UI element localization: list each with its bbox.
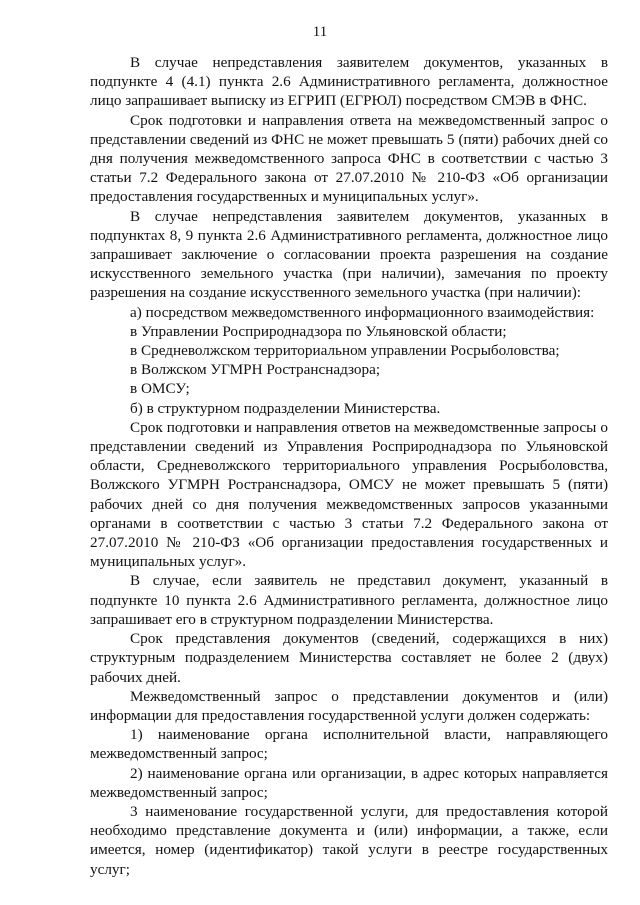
paragraph: 2) наименование органа или организации, в адрес которых направляется межведомственный запрос; [90,764,608,801]
list-item: б) в структурном подразделении Министерства. [130,399,441,417]
list-item: в Средневолжском территориальном управлении Росрыболовства; [130,342,560,360]
paragraph: 1) наименование органа исполнительной власти, направляющего межведомственный запрос; [90,726,608,763]
page-number: 11 [312,24,328,40]
list-item: в ОМСУ; [130,380,190,398]
list-item: в Волжском УГМРН Ространснадзора; [130,361,381,379]
paragraph: В случае непредставления заявителем документов, указанных в подпункте 4 (4.1) пункта 2.6 Административного регламента, должностное лицо запрашивает выписку из ЕГРИП (ЕГРЮЛ) посредством СМЭВ в ФНС. [90,54,608,110]
paragraph: Срок подготовки и направления ответов на межведомственные запросы о представлении сведений из Управления Росприроднадзора по Ульяновской области, Средневолжского территориального управления Росрыболовства, Волжского УГМРН Ространснадзора, ОМСУ не может превышать 5 (пяти) рабочих дней со дня получения межведомственных запросов указанными органами в соответствии с частью 3 статьи 7.2 Федерального закона от 27.07.2010 № 210-ФЗ «Об организации предоставления государственных и муниципальных услуг». [90,418,608,571]
document-body [90,53,608,879]
paragraph: Межведомственный запрос о представлении документов и (или) информации для предоставления государственной услуги должен содержать: [90,687,608,724]
paragraph: В случае непредставления заявителем документов, указанных в подпунктах 8, 9 пункта 2.6 Административного регламента, должностное лицо запрашивает заключение о согласовании проекта разрешения на создание искусственного земельного участка (при наличии), замечания по проекту разрешения на создание искусственного земельного участка (при наличии): [90,207,608,302]
paragraph: 3 наименование государственной услуги, для предоставления которой необходимо представление документа и (или) информации, а также, если имеется, номер (идентификатор) такой услуги в реестре государственных услуг; [90,802,608,878]
list-item: в Управлении Росприроднадзора по Ульяновской области; [130,322,507,340]
paragraph: В случае, если заявитель не представил документ, указанный в подпункте 10 пункта 2.6 Административного регламента, должностное лицо запрашивает его в структурном подразделении Министерства. [90,572,608,628]
paragraph: Срок представления документов (сведений, содержащихся в них) структурным подразделением Министерства составляет не более 2 (двух) рабочих дней. [90,630,608,686]
paragraph: Срок подготовки и направления ответа на межведомственный запрос о представлении сведений из ФНС не может превышать 5 (пяти) рабочих дней со дня получения межведомственного запроса ФНС в соответствии с частью 3 статьи 7.2 Федерального закона от 27.07.2010 № 210-ФЗ «Об организации предоставления государственных и муниципальных услуг». [90,111,608,206]
list-item: а) посредством межведомственного информационного взаимодействия: [130,303,595,321]
